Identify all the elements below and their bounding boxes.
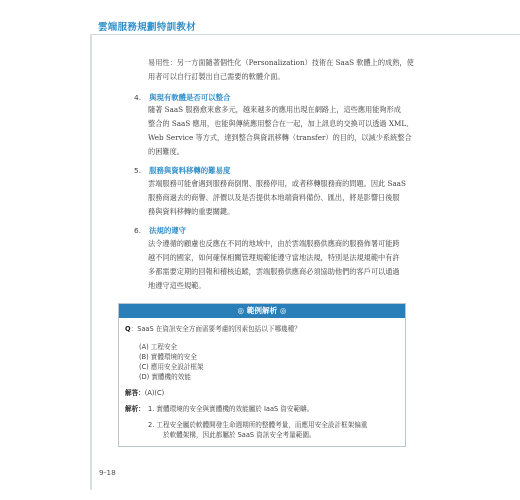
section-6-title [134, 225, 186, 236]
section-line: 多都需要定期的回報和稽核追蹤，雲端服務供應商必須協助他們的客戶可以通過 [148, 267, 400, 276]
section-5-paragraph [148, 177, 406, 219]
section-line: 的困難度。 [148, 147, 184, 156]
answer-text: (A)(C) [144, 389, 165, 397]
option-line: (A) 工程安全 [139, 343, 178, 351]
section-4-title [134, 92, 230, 103]
answer-label: 解答： [125, 389, 145, 397]
option-line: (D) 實體機的效能 [139, 373, 191, 381]
section-line: 服務商過去的商譽、評價以及是否提供本地端資料備份、匯出，將是影響日後服 [148, 193, 400, 202]
section-6-paragraph [148, 237, 400, 293]
example-box [118, 303, 406, 447]
question-text: ：SaaS 在資訊安全方面需要考慮的因素包括以下哪幾種？ [130, 325, 301, 333]
analysis-label: 解析： [125, 405, 145, 413]
intro-line: 用者可以自行訂製出自己需要的軟體介面。 [148, 72, 285, 81]
section-number: 5. [134, 166, 142, 175]
section-number: 6. [134, 226, 142, 235]
analysis-line: 於軟體架構，因此都屬於 SaaS 資訊安全考量範圍。 [163, 431, 316, 439]
question-label: Q [125, 325, 131, 333]
section-line: 地遵守這些規範。 [148, 281, 206, 290]
section-title-text: 服務與資料移轉的難易度 [149, 166, 231, 175]
section-title-text: 法規的遵守 [149, 226, 187, 235]
sidebar-bar [90, 34, 92, 490]
question-line [125, 324, 301, 334]
section-line: 雲端服務可能會遇到服務商倒閉、服務停用，或者移轉服務商的問題。因此 SaaS [148, 179, 406, 188]
example-header: ◎ 範例解析 ◎ [119, 304, 405, 318]
section-line: 法令遵循的顧慮也反應在不同的地域中，由於雲端服務供應商的服務佈署可能跨 [148, 239, 400, 248]
section-line: 隨著 SaaS 服務愈來愈多元，越來越多的應用出現在網路上，這些應用能夠形成 [148, 105, 401, 114]
section-line: 越不同的國家，如何確保相關管理規範能遵守當地法規，特別是法規規範中有許 [148, 253, 400, 262]
header-rule [90, 34, 520, 35]
header-title: 雲端服務規劃特訓教材 [98, 22, 197, 33]
analysis-line: 1. 實體環境的安全與實體機的效能屬於 IaaS 資安範疇。 [148, 405, 314, 413]
section-5-title [134, 165, 230, 176]
section-line: 整合的 SaaS 應用，也能與傳統應用整合在一起，加上訊息的交換可以透過 XML、 [148, 119, 414, 128]
intro-line: 易用性：另一方面隨著個性化（Personalization）技術在 SaaS 軟體上的成熟，使 [148, 58, 414, 67]
option-line: (B) 實體環境的安全 [139, 353, 197, 361]
option-line: (C) 應用安全設計框架 [139, 363, 204, 371]
answer-line [125, 388, 164, 398]
analysis-line: 2. 工程安全屬於軟體開發生命週期所的整體考量，而應用安全設計框架偏重 [148, 421, 368, 429]
section-title-text: 與現有軟體是否可以整合 [149, 93, 231, 102]
section-number: 4. [134, 93, 142, 102]
intro-paragraph [148, 56, 414, 84]
section-line: Web Service 等方式，達到整合與資訊移轉（transfer）的目的，以減少系統整合 [148, 133, 412, 142]
section-line: 務與資料移轉的重要關鍵。 [148, 207, 235, 216]
section-4-paragraph [148, 103, 413, 159]
page-number: 9-18 [99, 468, 116, 477]
